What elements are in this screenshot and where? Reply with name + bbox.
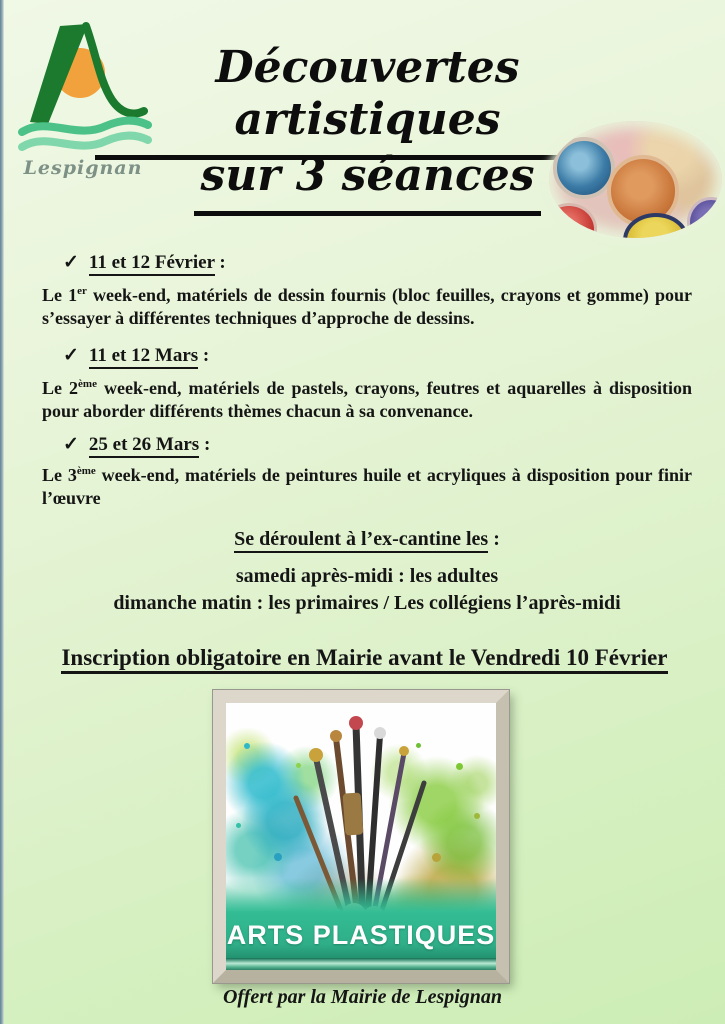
ordinal-superscript: ème (76, 465, 96, 477)
paint-pot-blue (553, 137, 615, 199)
artwork-image (226, 703, 496, 970)
text-fragment: week-end, matériels de peintures huile et acryliques à disposition pour finir l’œuvre (42, 465, 693, 508)
text-fragment: Le 2 (42, 378, 79, 398)
session-description (42, 464, 692, 509)
paint-pot-red (549, 203, 597, 238)
session-heading-text: 25 et 26 Mars (89, 434, 199, 458)
session-section-1 (42, 250, 692, 329)
poster-body (42, 250, 692, 673)
poster-title-line2: sur 3 séances (194, 150, 540, 216)
session-description (42, 377, 692, 422)
label-band-bevel (226, 958, 496, 970)
ordinal-superscript: er (77, 285, 87, 297)
schedule-line-sunday: dimanche matin : les primaires / Les collégiens l’après-midi (113, 592, 621, 614)
poster-title-line1: Découvertes artistiques (95, 42, 640, 160)
scan-edge-line (0, 0, 4, 1024)
venue-heading-text: Se déroulent à l’ex-cantine les (234, 528, 488, 553)
venue-colon: : (488, 528, 500, 550)
ordinal-superscript: ème (78, 378, 97, 390)
registration-notice-text: Inscription obligatoire en Mairie avant le Vendredi 10 Février (61, 645, 667, 674)
paint-pots-photo (549, 121, 722, 238)
session-heading-colon: : (198, 345, 210, 366)
venue-line (42, 525, 692, 553)
session-heading-text: 11 et 12 Mars (89, 345, 198, 369)
session-heading-colon: : (199, 434, 211, 455)
check-icon: ✓ (63, 252, 79, 273)
session-heading-text: 11 et 12 Février (89, 252, 215, 276)
text-fragment: Le 3 (42, 465, 77, 485)
text-fragment: week-end, matériels de pastels, crayons, feutres et aquarelles à disposition pour aborder différents thèmes chacun à sa convenance. (42, 378, 693, 421)
session-heading (63, 343, 692, 369)
artwork-label: ARTS PLASTIQUES (226, 919, 496, 950)
schedule-line-saturday: samedi après-midi : les adultes (235, 565, 499, 587)
session-description (42, 284, 692, 329)
check-icon: ✓ (63, 434, 79, 455)
check-icon: ✓ (63, 345, 79, 366)
registration-notice (25, 643, 704, 673)
session-heading (63, 432, 692, 458)
session-section-3 (42, 432, 692, 509)
logo-town-label: Lespignan (23, 157, 143, 179)
label-band (226, 912, 496, 958)
text-fragment: Le 1 (42, 285, 78, 305)
session-heading (63, 250, 692, 276)
footer-caption: Offert par la Mairie de Lespignan (222, 986, 503, 1008)
session-section-2 (42, 343, 692, 422)
paint-pot-purple (687, 197, 722, 238)
label-band-fade (226, 878, 496, 912)
poster-title (95, 42, 640, 160)
artwork-frame (213, 690, 509, 983)
session-heading-colon: : (214, 252, 226, 273)
text-fragment: week-end, matériels de dessin fournis (bloc feuilles, crayons et gomme) pour s’essayer à différentes techniques d’approche de dessins. (42, 285, 692, 328)
